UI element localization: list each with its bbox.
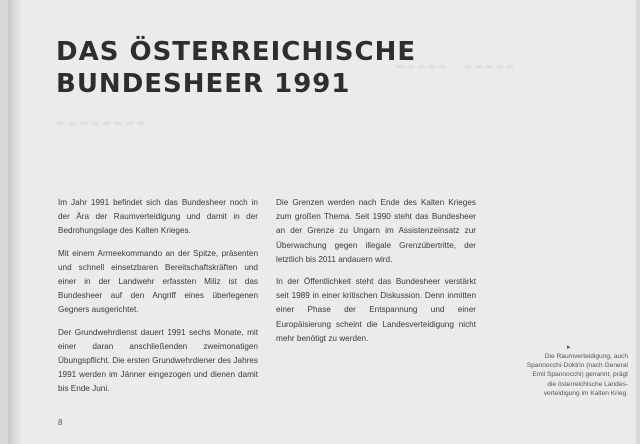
text-column-left: [58, 196, 258, 405]
paragraph: In der Öffentlichkeit steht das Bundesheer verstärkt seit 1989 in einer kritischen Diskussion. Denn inmitten einer Phase der Entspannung und einer Europäisierung scheint die Landesverteidigung nicht mehr benötigt zu werden.: [276, 277, 476, 343]
image-caption: [516, 352, 628, 398]
page-number: 8: [58, 418, 63, 427]
show-through-text: ▬▬▬▬▬▬▬▬: [56, 118, 148, 129]
text-column-right: [276, 196, 476, 354]
page-title: [56, 36, 456, 100]
caption-line: Die Raumverteidigung, auch: [544, 353, 628, 360]
title-line: BUNDESHEER 1991: [56, 69, 351, 99]
caption-arrow-icon: ▸: [567, 344, 571, 351]
paragraph: Mit einem Armeekommando an der Spitze, präsenten und schnell einsetzbaren Bereitschaftskräften und einer in der Landwehr erfassten Miliz ist das Bundesheer auf den Angriff eines überlegenen Gegners ausgerichtet.: [58, 248, 258, 315]
paragraph: Der Grundwehrdienst dauert 1991 sechs Monate, mit einer daran anschließenden zweimonatigen Übungspflicht. Die ersten Grundwehrdiener des Jahres 1991 werden im Jänner eingezogen und dienen damit bis Ende Juni.: [58, 327, 258, 394]
page-gutter: [8, 0, 22, 444]
caption-line: verteidigung im Kalten Krieg.: [543, 389, 628, 397]
title-line: DAS ÖSTERREICHISCHE: [56, 37, 417, 67]
paragraph: Im Jahr 1991 befindet sich das Bundesheer noch in der Ära der Raumverteidigung und damit in der Bedrohungslage des Kalten Krieges.: [58, 198, 258, 236]
caption-line: die österreichische Landes-: [547, 380, 628, 388]
caption-line: Emil Spannocchi) genannt, prägt: [532, 371, 628, 379]
caption-line: Spannocchi-Doktrin (nach General: [526, 362, 628, 370]
paragraph: Die Grenzen werden nach Ende des Kalten Krieges zum großen Thema. Seit 1990 steht das Bundesheer an der Grenze zu Ungarn im Assistenzeinsatz zur Überwachung gegen illegale Grenzübertritte, der letztlich bis 2011 andauern wird.: [276, 198, 476, 264]
show-through-text: ▬▬▬▬▬ ▬▬▬▬▬: [396, 62, 517, 72]
